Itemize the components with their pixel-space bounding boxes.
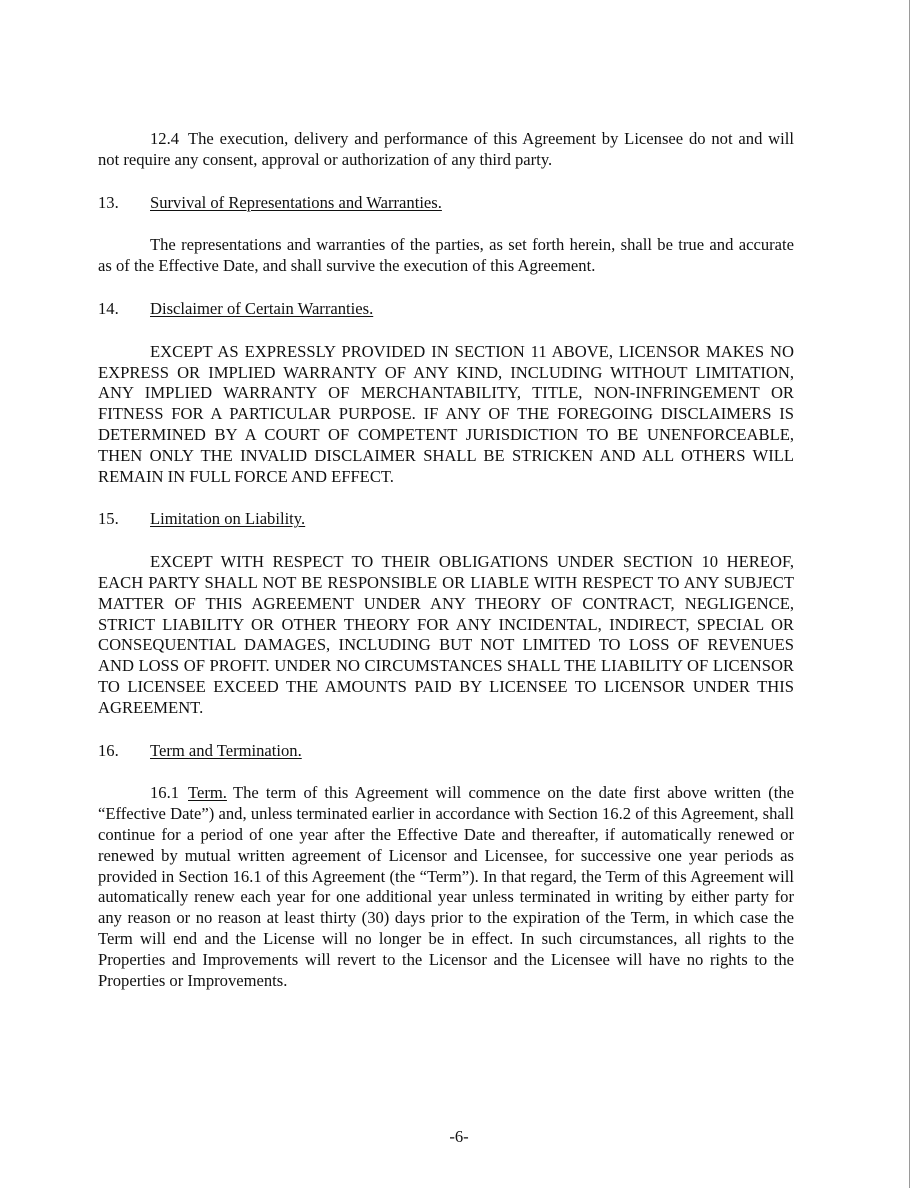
- section-13-heading: [98, 193, 794, 214]
- section-14-heading: [98, 299, 794, 320]
- section-13-text: The representations and warranties of the parties, as set forth herein, shall be true and accurate as of the Effective Date, and shall survive the execution of this Agreement.: [98, 235, 794, 276]
- term-label: Term.: [188, 783, 227, 803]
- section-15-heading: [98, 509, 794, 530]
- section-16-heading: [98, 741, 794, 762]
- section-15-text: EXCEPT WITH RESPECT TO THEIR OBLIGATIONS UNDER SECTION 10 HEREOF, EACH PARTY SHALL NOT BE RESPONSIBLE OR LIABLE WITH RESPECT TO ANY SUBJECT MATTER OF THIS AGREEMENT UNDER ANY THEORY OF CONTRACT, NEGLIGENCE, STRICT LIABILITY OR OTHER THEORY FOR ANY INCIDENTAL, INDIRECT, SPECIAL OR CONSEQUENTIAL DAMAGES, INCLUDING BUT NOT LIMITED TO LOSS OF REVENUES AND LOSS OF PROFIT. UNDER NO CIRCUMSTANCES SHALL THE LIABILITY OF LICENSOR TO LICENSEE EXCEED THE AMOUNTS PAID BY LICENSEE TO LICENSOR UNDER THIS AGREEMENT.: [98, 552, 794, 717]
- section-number-16-1: 16.1: [150, 783, 180, 803]
- section-14-number: 14.: [98, 298, 119, 318]
- section-15-number: 15.: [98, 509, 119, 529]
- section-number-12-4: 12.4: [150, 129, 180, 148]
- section-16-title: Term and Termination.: [150, 740, 302, 760]
- page-edge-line: [909, 0, 910, 1188]
- section-13-number: 13.: [98, 192, 119, 212]
- page-number: -6-: [449, 1127, 469, 1146]
- section-14-text: EXCEPT AS EXPRESSLY PROVIDED IN SECTION 11 ABOVE, LICENSOR MAKES NO EXPRESS OR IMPLIED WARRANTY OF ANY KIND, INCLUDING WITHOUT LIMITATION, ANY IMPLIED WARRANTY OF MERCHANTABILITY, TITLE, NON-INFRINGEMENT OR FITNESS FOR A PARTICULAR PURPOSE. IF ANY OF THE FOREGOING DISCLAIMERS IS DETERMINED BY A COURT OF COMPETENT JURISDICTION TO BE UNENFORCEABLE, THEN ONLY THE INVALID DISCLAIMER SHALL BE STRICKEN AND ALL OTHERS WILL REMAIN IN FULL FORCE AND EFFECT.: [98, 341, 794, 486]
- section-16-number: 16.: [98, 740, 119, 760]
- section-15-title: Limitation on Liability.: [150, 509, 306, 529]
- paragraph-16-1-text: The term of this Agreement will commence on the date first above written (the “Effective Date”) and, unless terminated earlier in accordance with Section 16.2 of this Agreement, shall continue for a period of one year after the Effective Date and thereafter, if automatically renewed or renewed by mutual written agreement of Licensor and Licensee, for successive one year periods as provided in Section 16.1 of this Agreement (the “Term”). In that regard, the Term of this Agreement will automatically renew each year for one additional year unless terminated in writing by either party for any reason or no reason at least thirty (30) days prior to the expiration of the Term, in which case the Term will end and the License will no longer be in effect. In such circumstances, all rights to the Properties and Improvements will revert to the Licensor and the Licensee will have no rights to the Properties or Improvements.: [98, 783, 794, 990]
- paragraph-12-4-text: The execution, delivery and performance of this Agreement by Licensee do not and will not require any consent, approval or authorization of any third party.: [98, 129, 794, 169]
- document-body: [98, 129, 794, 991]
- paragraph-12-4: [98, 129, 794, 171]
- paragraph-16-1: [98, 783, 794, 991]
- section-14-title: Disclaimer of Certain Warranties.: [150, 298, 374, 318]
- section-13-title: Survival of Representations and Warranties.: [150, 192, 442, 212]
